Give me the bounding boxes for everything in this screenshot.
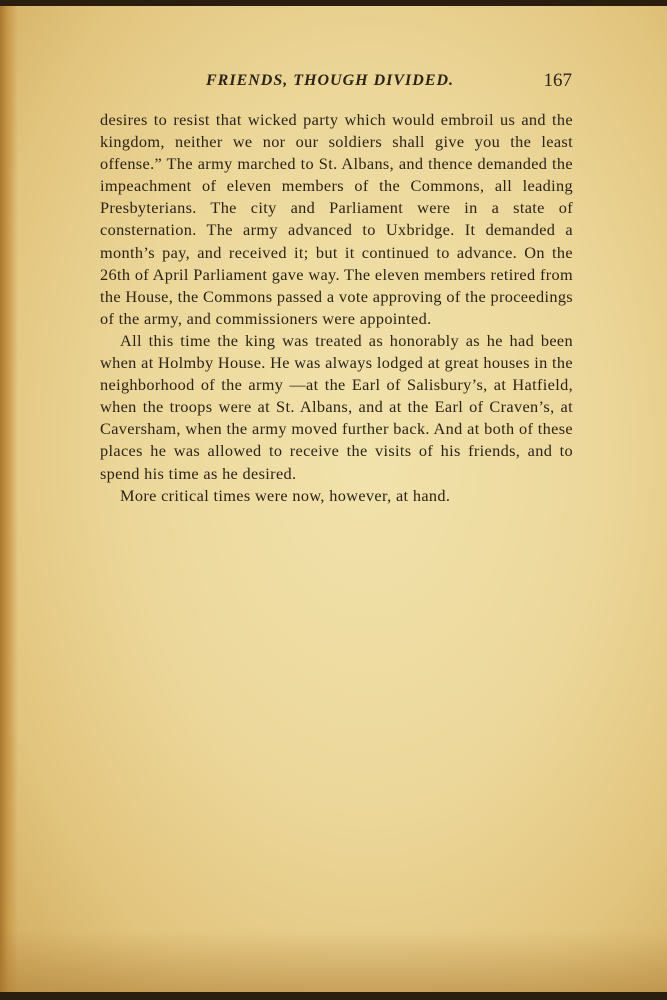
running-title: FRIENDS, THOUGH DIVIDED. (206, 72, 455, 89)
page-top-edge (0, 0, 667, 6)
page-header (98, 70, 572, 96)
page-bottom-edge (0, 992, 667, 1000)
body-text (100, 109, 573, 507)
paragraph: All this time the king was treated as honorably as he had been when at Holmby House. He was always lodged at great houses in the neighborhood of the army —at the Earl of Salisbury’s, at Hatfield, when the troops were at St. Albans, and at the Earl of Craven’s, at Caversham, when the army moved further back. And at both of these places he was allowed to receive the visits of his friends, and to spend his time as he desired. (100, 330, 573, 483)
page-number: 167 (543, 70, 572, 91)
paragraph: desires to resist that wicked party which would embroil us and the kingdom, neither we nor our soldiers shall give you the least offense.” The army marched to St. Albans, and thence demanded the impeachment of eleven members of the Commons, all leading Presbyterians. The city and Parliament were in a state of consternation. The army advanced to Uxbridge. It demanded a month’s pay, and received it; but it continued to advance. On the 26th of April Parliament gave way. The eleven members retired from the House, the Commons passed a vote approving of the proceedings of the army, and commissioners were appointed. (100, 110, 573, 328)
paragraph: More critical times were now, however, at hand. (120, 485, 451, 505)
